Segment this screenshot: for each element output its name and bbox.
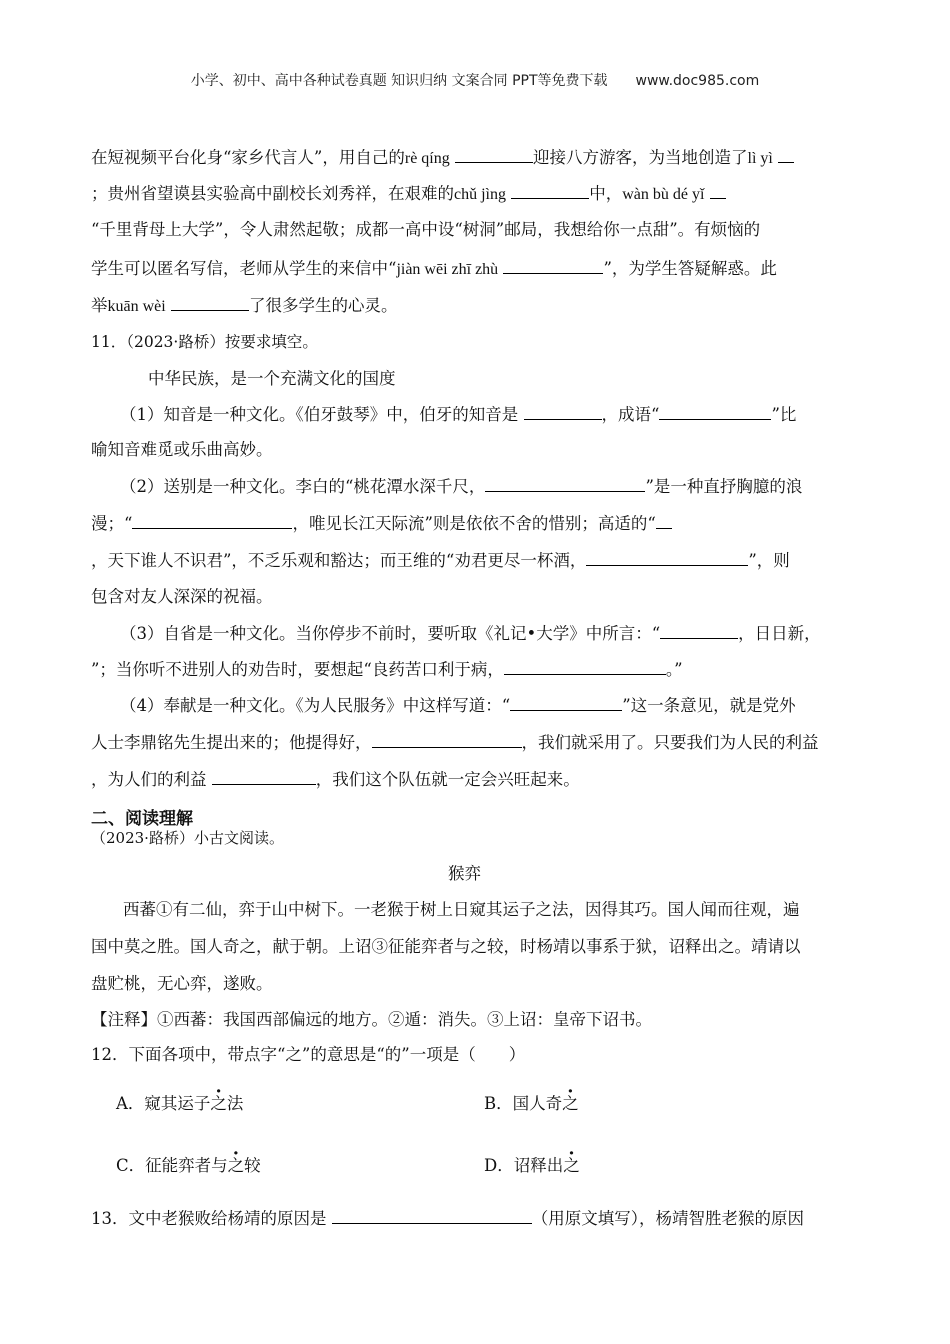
text: 13．文中老猴败给杨靖的原因是: [91, 1209, 327, 1228]
text: 漫；“: [91, 514, 133, 533]
text: 学生可以匿名写信，老师从学生的来信中“: [91, 259, 397, 278]
text: C．征能弈者与: [116, 1156, 228, 1175]
text: ”，则: [748, 551, 790, 570]
text: ”，为学生答疑解惑。此: [603, 259, 777, 278]
text: ，为人们的利益: [91, 770, 207, 789]
text: （4）奉献是一种文化。《为人民服务》中这样写道：“: [120, 696, 511, 715]
pinyin-reqing: rè qíng: [404, 150, 450, 167]
text: 举: [91, 296, 108, 315]
text: 了很多学生的心灵。: [248, 296, 398, 315]
text: ，我们这个队伍就一定会兴旺起来。: [315, 770, 580, 789]
blank-jingbing[interactable]: [510, 695, 622, 711]
blank-kuanwei[interactable]: [171, 295, 249, 311]
q12-option-a[interactable]: [116, 1094, 243, 1114]
passage-line-1: 西蕃①有二仙，弈于山中树下。一老猴于树上日窥其运子之法，因得其巧。国人闻而往观，遍: [123, 900, 800, 919]
page-header: [0, 70, 950, 90]
q10-line-2: [91, 183, 726, 205]
q11-item3-line2: [91, 659, 683, 680]
q11-item4-line2: [91, 732, 819, 753]
q10-line-5: [91, 295, 397, 317]
q12-option-b[interactable]: [484, 1094, 579, 1114]
blank-wangwei[interactable]: [586, 550, 748, 566]
q13-line: [91, 1208, 804, 1229]
q11-title: 11．（2023·路桥）按要求填空。: [91, 333, 318, 351]
blank-libai[interactable]: [485, 476, 645, 492]
text: 中，: [589, 184, 623, 203]
blank-chengyu[interactable]: [659, 404, 771, 420]
blank-gaoshi[interactable]: [656, 513, 672, 529]
text: ，成语“: [601, 405, 660, 424]
text: （1）知音是一种文化。《伯牙鼓琴》中，伯牙的知音是: [120, 405, 519, 424]
text: ，我们就采用了。只要我们为人民的利益: [521, 733, 819, 752]
pinyin-kuanwei: kuān wèi: [107, 298, 166, 315]
text: A．窥其运子: [116, 1094, 211, 1113]
blank-zhiyin[interactable]: [524, 404, 602, 420]
text: 迎接八方游客，为当地创造了: [533, 148, 748, 167]
blank-q13[interactable]: [332, 1208, 532, 1224]
q11-item1-line2: 喻知音难觅或乐曲高妙。: [91, 440, 273, 459]
text: （3）自省是一种文化。当你停步不前时，要听取《礼记•大学》中所言：“: [120, 624, 661, 643]
q10-line-4: [91, 258, 777, 280]
text: 较: [244, 1156, 261, 1175]
dotted-char: 之: [563, 1156, 580, 1175]
q11-item2-line4: 包含对友人深深的祝福。: [91, 587, 273, 606]
text: ；贵州省望谟县实验高中副校长刘秀祥，在艰难的: [91, 184, 454, 203]
q10-line-3: “千里背母上大学”，令人肃然起敬；成都一高中设“树洞”邮局，我想给你一点甜”。有烦恼的: [91, 220, 761, 239]
pinyin-chujing: chǔ jìng: [454, 186, 506, 203]
blank-liyi[interactable]: [778, 147, 794, 163]
blank-jianwei[interactable]: [503, 258, 603, 274]
section-intro: （2023·路桥）小古文阅读。: [91, 829, 284, 847]
blank-liyi2[interactable]: [212, 769, 316, 785]
header-url[interactable]: www.doc985.com: [635, 73, 760, 89]
header-text: 小学、初中、高中各种试卷真题 知识归纳 文案合同 PPT等免费下载: [190, 73, 608, 89]
text: ，唯见长江天际流”则是依依不舍的惜别；高适的“: [292, 514, 656, 533]
text: 在短视频平台化身“家乡代言人”，用自己的: [91, 148, 405, 167]
blank-zhongyan[interactable]: [504, 659, 666, 675]
passage-note: 【注释】①西蕃：我国西部偏远的地方。②遁：消失。③上诏：皇帝下诏书。: [91, 1010, 652, 1029]
section-heading: 二、阅读理解: [91, 809, 193, 829]
q11-item4-line1: [120, 695, 796, 716]
dotted-char: 之: [227, 1156, 245, 1175]
q11-subtitle: 中华民族，是一个充满文化的国度: [148, 369, 396, 388]
passage-line-3: 盘贮桃，无心弈，遂败。: [91, 974, 273, 993]
text: ”比: [771, 405, 797, 424]
q10-line-1: [91, 147, 794, 169]
blank-chujing[interactable]: [511, 183, 589, 199]
q12-option-c[interactable]: [116, 1156, 261, 1176]
blank-guren[interactable]: [132, 513, 292, 529]
text: ”这一条意见，就是党外: [622, 696, 796, 715]
q11-item2-line1: [120, 476, 802, 497]
dotted-char: 之: [210, 1094, 227, 1113]
blank-wanbudeyi[interactable]: [710, 183, 726, 199]
text: 人士李鼎铭先生提出来的；他提得好，: [91, 733, 372, 752]
passage-line-2: 国中莫之胜。国人奇之，献于朝。上诏③征能弈者与之较，时杨靖以事系于狱，诏释出之。靖请以: [91, 937, 801, 956]
blank-tidehao[interactable]: [372, 732, 522, 748]
q12-option-d[interactable]: [484, 1156, 580, 1176]
pinyin-liyi: lì yì: [747, 150, 773, 167]
q11-item1-line1: [120, 404, 796, 425]
text: D．诏释出: [484, 1156, 564, 1175]
text: 。”: [665, 660, 683, 679]
text: B．国人奇: [484, 1094, 563, 1113]
text: ，天下谁人不识君”，不乏乐观和豁达；而王维的“劝君更尽一杯酒，: [91, 551, 587, 570]
blank-gouri[interactable]: [660, 623, 738, 639]
q11-item3-line1: [120, 623, 821, 644]
pinyin-wanbudeyi: wàn bù dé yǐ: [622, 186, 705, 203]
q11-item2-line3: [91, 550, 790, 571]
text: （2）送别是一种文化。李白的“桃花潭水深千尺，: [120, 477, 486, 496]
passage-title: 猴弈: [448, 864, 481, 883]
q11-item2-line2: [91, 513, 672, 534]
dotted-char: 之: [562, 1094, 579, 1113]
blank-reqing[interactable]: [455, 147, 533, 163]
text: ”是一种直抒胸臆的浪: [645, 477, 803, 496]
text: （用原文填写），杨靖智胜老猴的原因: [531, 1209, 804, 1228]
q12-stem: 12．下面各项中，带点字“之”的意思是“的”一项是（ ）: [91, 1045, 526, 1064]
q11-item4-line3: [91, 769, 580, 790]
text: 法: [226, 1094, 244, 1113]
text: ，日日新，: [738, 624, 821, 643]
text: ”；当你听不进别人的劝告时，要想起“良药苦口利于病，: [91, 660, 504, 679]
pinyin-jianwei: jiàn wēi zhī zhù: [396, 261, 499, 278]
